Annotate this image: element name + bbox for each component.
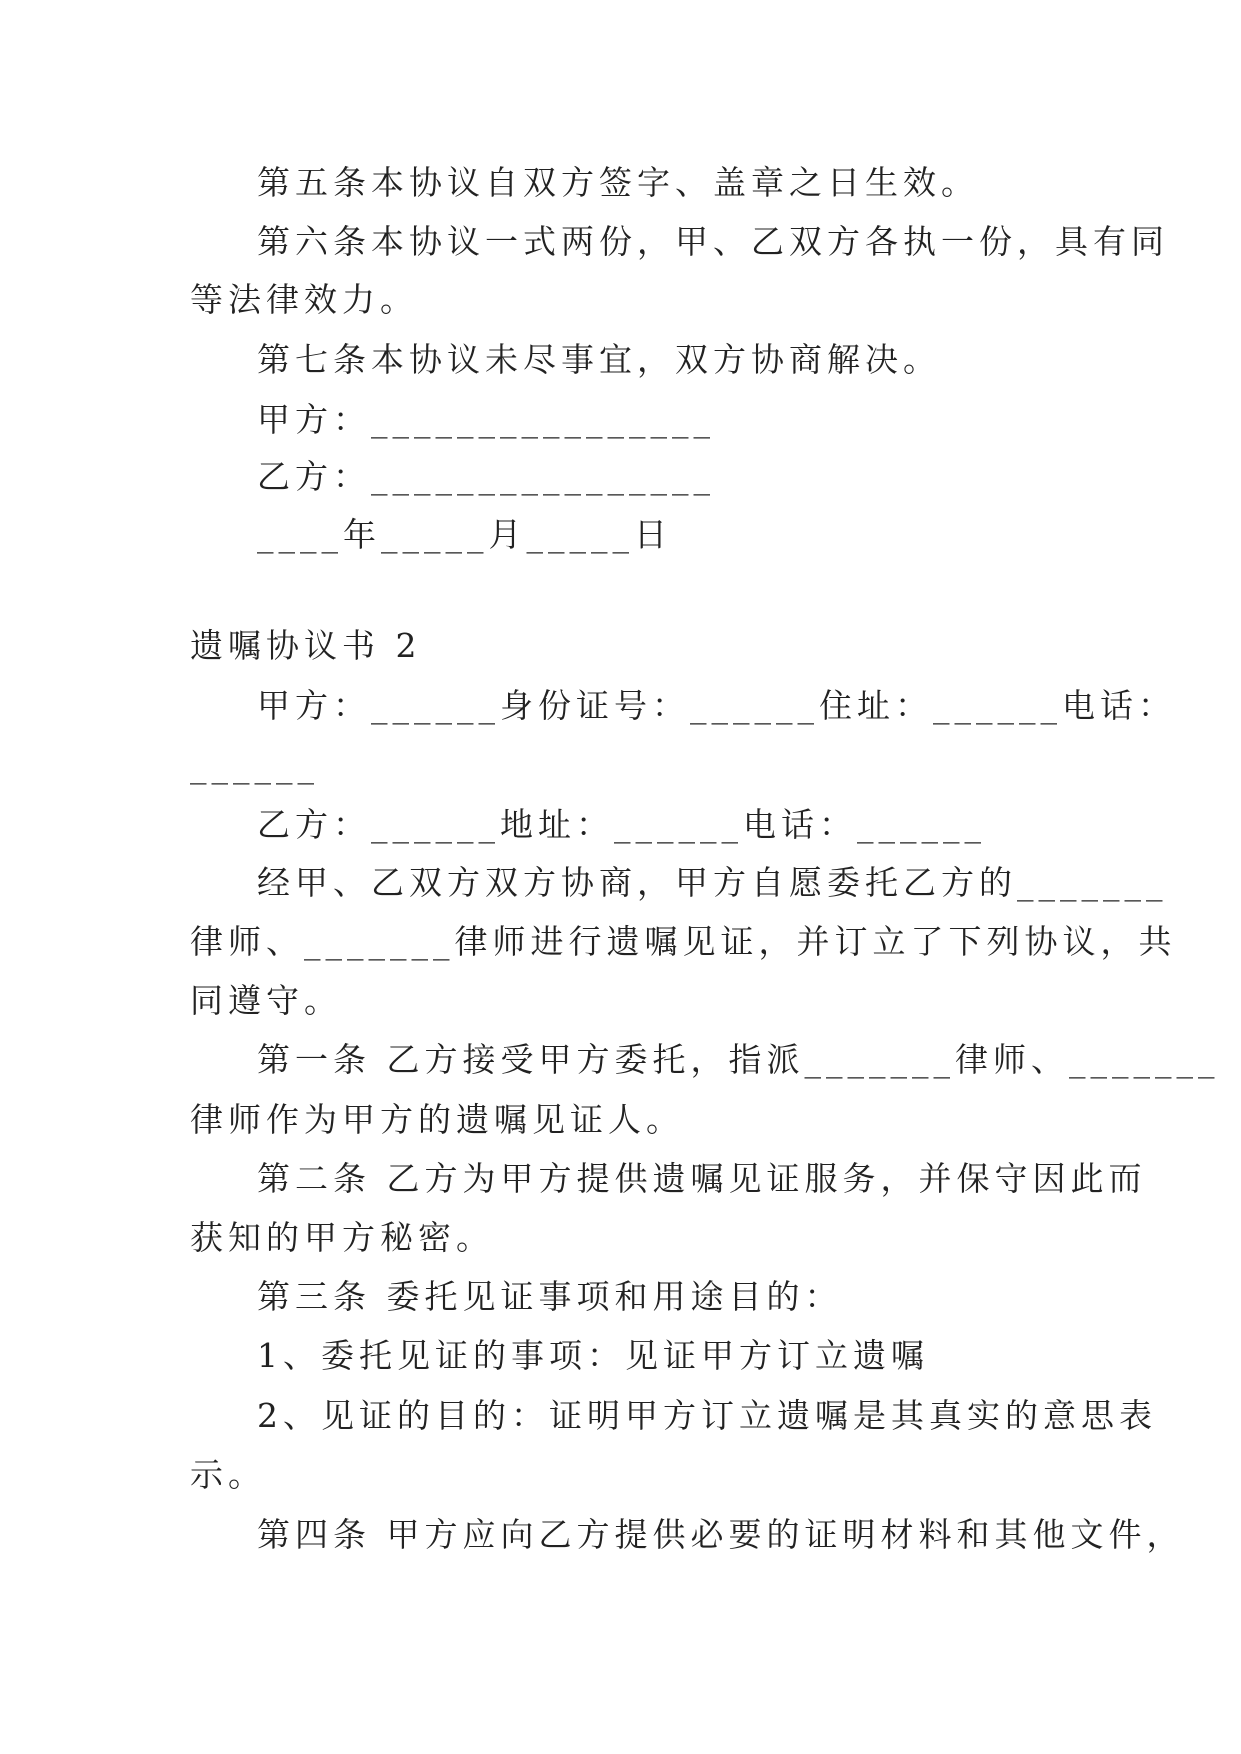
section-title: 遗嘱协议书 2 [190,626,422,665]
article-1-line-2: 律师作为甲方的遗嘱见证人。 [190,1100,684,1139]
party-a-info-line-2: ______ [190,746,319,785]
party-b-signature: 乙方：________________ [257,457,715,496]
party-b-info: 乙方：______地址：______电话：______ [257,805,986,844]
signature-date: ____年_____月_____日 [257,515,672,554]
preamble-line-2: 律师、_______律师进行遗嘱见证，并订立了下列协议，共 [190,922,1177,961]
article-3-item-2-line-1: 2、见证的目的：证明甲方订立遗嘱是其真实的意思表 [257,1396,1157,1435]
article-1-line-1: 第一条 乙方接受甲方委托，指派_______律师、_______ [257,1040,1220,1079]
article-2-line-2: 获知的甲方秘密。 [190,1218,494,1257]
clause-6-line-2: 等法律效力。 [190,280,418,319]
article-3-item-1: 1、委托见证的事项：见证甲方订立遗嘱 [257,1336,929,1375]
clause-5: 第五条本协议自双方签字、盖章之日生效。 [257,163,979,202]
clause-7: 第七条本协议未尽事宜，双方协商解决。 [257,340,941,379]
party-a-info-line-1: 甲方：______身份证号：______住址：______电话： [257,686,1176,725]
article-3: 第三条 委托见证事项和用途目的： [257,1277,843,1316]
article-3-item-2-line-2: 示。 [190,1455,266,1494]
article-2-line-1: 第二条 乙方为甲方提供遗嘱见证服务，并保守因此而 [257,1159,1147,1198]
article-4-line-1: 第四条 甲方应向乙方提供必要的证明材料和其他文件， [257,1515,1185,1554]
preamble-line-1: 经甲、乙双方双方协商，甲方自愿委托乙方的_______ [257,863,1168,902]
preamble-line-3: 同遵守。 [190,981,342,1020]
clause-6-line-1: 第六条本协议一式两份，甲、乙双方各执一份，具有同 [257,222,1169,261]
party-a-signature: 甲方：________________ [257,400,715,439]
